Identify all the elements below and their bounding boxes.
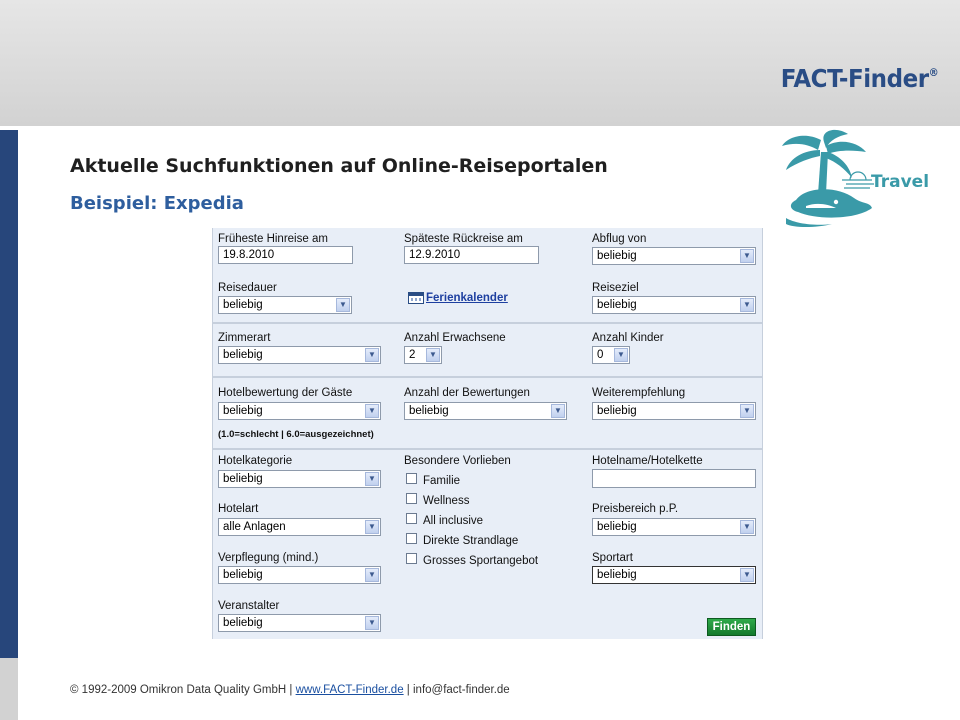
hotel-section xyxy=(213,448,762,641)
ferienkalender-link[interactable]: Ferienkalender xyxy=(426,292,508,304)
sportangebot-label: Grosses Sportangebot xyxy=(423,555,539,567)
header-band xyxy=(0,0,960,126)
strandlage-label: Direkte Strandlage xyxy=(423,535,519,547)
hotelart-select[interactable]: alle Anlagen ▼ xyxy=(218,518,381,536)
fact-finder-logo: FACT-Finder® xyxy=(780,64,938,93)
palm-island-icon xyxy=(776,128,876,228)
left-accent-bar xyxy=(0,130,18,658)
all-inclusive-checkbox[interactable] xyxy=(406,513,417,524)
weiterempfehlung-label: Weiterempfehlung xyxy=(592,387,686,399)
date-section xyxy=(213,228,762,320)
chevron-down-icon: ▼ xyxy=(426,348,440,362)
bewertung-note: (1.0=schlecht | 6.0=ausgezeichnet) xyxy=(218,429,374,440)
anzahl-bewertungen-select[interactable]: beliebig ▼ xyxy=(404,402,567,420)
sportart-label: Sportart xyxy=(592,552,633,564)
hinreise-input[interactable]: 19.8.2010 xyxy=(218,246,353,264)
verpflegung-label: Verpflegung (mind.) xyxy=(218,552,319,564)
reiseziel-select[interactable]: beliebig ▼ xyxy=(592,296,756,314)
vorlieben-label: Besondere Vorlieben xyxy=(404,455,511,467)
travel-label: Travel xyxy=(871,172,930,192)
wellness-checkbox[interactable] xyxy=(406,493,417,504)
chevron-down-icon: ▼ xyxy=(365,616,379,630)
abflug-select[interactable]: beliebig ▼ xyxy=(592,247,756,265)
hotelkategorie-select[interactable]: beliebig ▼ xyxy=(218,470,381,488)
hinreise-label: Früheste Hinreise am xyxy=(218,233,328,245)
erwachsene-label: Anzahl Erwachsene xyxy=(404,332,506,344)
strandlage-checkbox[interactable] xyxy=(406,533,417,544)
sportangebot-checkbox[interactable] xyxy=(406,553,417,564)
chevron-down-icon: ▼ xyxy=(740,568,754,582)
rating-section xyxy=(213,376,762,448)
chevron-down-icon: ▼ xyxy=(365,404,379,418)
copyright-text: © 1992-2009 Omikron Data Quality GmbH | xyxy=(70,684,296,696)
hotelname-label: Hotelname/Hotelkette xyxy=(592,455,703,467)
chevron-down-icon: ▼ xyxy=(365,520,379,534)
finden-button[interactable]: Finden xyxy=(707,618,756,636)
chevron-down-icon: ▼ xyxy=(551,404,565,418)
bewertung-select[interactable]: beliebig ▼ xyxy=(218,402,381,420)
kinder-label: Anzahl Kinder xyxy=(592,332,664,344)
erwachsene-select[interactable]: 2 ▼ xyxy=(404,346,442,364)
rueckreise-label: Späteste Rückreise am xyxy=(404,233,523,245)
chevron-down-icon: ▼ xyxy=(365,348,379,362)
rueckreise-input[interactable]: 12.9.2010 xyxy=(404,246,539,264)
footer xyxy=(70,684,510,696)
chevron-down-icon: ▼ xyxy=(365,472,379,486)
zimmerart-select[interactable]: beliebig ▼ xyxy=(218,346,381,364)
familie-checkbox[interactable] xyxy=(406,473,417,484)
anzahl-bewertungen-label: Anzahl der Bewertungen xyxy=(404,387,530,399)
kinder-select[interactable]: 0 ▼ xyxy=(592,346,630,364)
calendar-icon[interactable] xyxy=(408,292,424,304)
verpflegung-select[interactable]: beliebig ▼ xyxy=(218,566,381,584)
familie-label: Familie xyxy=(423,475,461,487)
chevron-down-icon: ▼ xyxy=(336,298,350,312)
preisbereich-select[interactable]: beliebig ▼ xyxy=(592,518,756,536)
chevron-down-icon: ▼ xyxy=(740,520,754,534)
sportart-select[interactable]: beliebig ▼ xyxy=(592,566,756,584)
veranstalter-label: Veranstalter xyxy=(218,600,280,612)
chevron-down-icon: ▼ xyxy=(740,404,754,418)
chevron-down-icon: ▼ xyxy=(740,298,754,312)
slide-subtitle: Beispiel: Expedia xyxy=(70,193,244,214)
left-accent-bar-lower xyxy=(0,658,18,720)
search-form-panel xyxy=(212,228,763,639)
hotelkategorie-label: Hotelkategorie xyxy=(218,455,293,467)
weiterempfehlung-select[interactable]: beliebig ▼ xyxy=(592,402,756,420)
reiseziel-label: Reiseziel xyxy=(592,282,639,294)
hotelart-label: Hotelart xyxy=(218,503,259,515)
all-inclusive-label: All inclusive xyxy=(423,515,484,527)
chevron-down-icon: ▼ xyxy=(614,348,628,362)
room-section xyxy=(213,322,762,376)
reisedauer-select[interactable]: beliebig ▼ xyxy=(218,296,352,314)
abflug-label: Abflug von xyxy=(592,233,647,245)
chevron-down-icon: ▼ xyxy=(365,568,379,582)
wellness-label: Wellness xyxy=(423,495,470,507)
website-link[interactable]: www.FACT-Finder.de xyxy=(295,684,404,696)
hotelname-input[interactable] xyxy=(592,469,756,488)
zimmerart-label: Zimmerart xyxy=(218,332,271,344)
preisbereich-label: Preisbereich p.P. xyxy=(592,503,679,515)
email-text: | info@fact-finder.de xyxy=(403,684,510,696)
chevron-down-icon: ▼ xyxy=(740,249,754,263)
bewertung-label: Hotelbewertung der Gäste xyxy=(218,387,353,399)
veranstalter-select[interactable]: beliebig ▼ xyxy=(218,614,381,632)
slide-title: Aktuelle Suchfunktionen auf Online-Reiseportalen xyxy=(70,155,608,177)
reisedauer-label: Reisedauer xyxy=(218,282,277,294)
